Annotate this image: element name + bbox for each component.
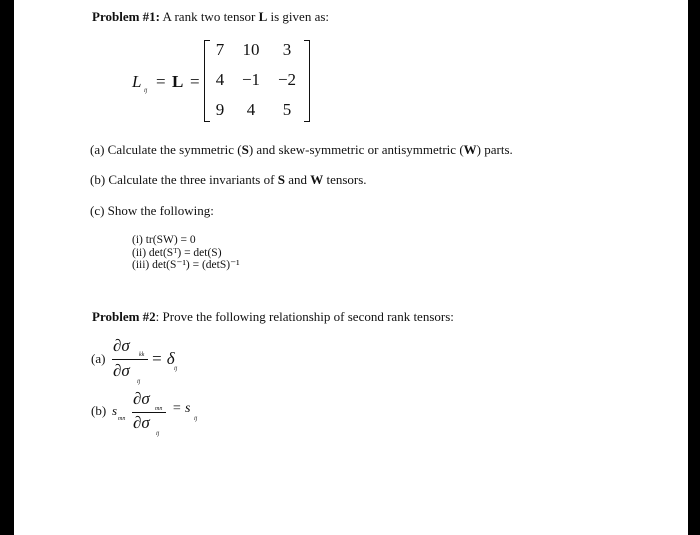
eq-b-label: (b) <box>91 403 107 418</box>
eq-b-rhs: = s <box>172 401 191 416</box>
part-a-text <box>90 142 513 158</box>
rhs-equals: = <box>190 72 200 91</box>
matrix-cell: 5 <box>282 100 292 119</box>
problem2-intro: : Prove the following relationship of second rank tensors: <box>155 309 454 324</box>
part-a-segment: ) parts. <box>476 142 513 157</box>
eq-b-num-sub: mn <box>155 406 163 412</box>
eq-b-s: s <box>112 403 118 418</box>
eq-a-label: (a) <box>91 351 106 366</box>
problem2-statement <box>92 309 454 325</box>
part-c-item-i: (i) tr(SW) = 0 <box>132 234 196 246</box>
part-c-item-ii: (ii) det(Sᵀ) = det(S) <box>132 246 222 259</box>
lhs-equals: = <box>156 72 166 91</box>
problem1-intro-end: is given as: <box>270 9 330 24</box>
eq-a-rhs: = δ <box>151 349 175 368</box>
symbol-W: W <box>463 142 477 157</box>
eq-b-s-sub: mn <box>118 416 126 422</box>
part-b-text <box>90 172 367 188</box>
eq-a-fraction-line <box>112 359 148 360</box>
symbol-W: W <box>310 172 324 187</box>
lhs-subscript: ij <box>144 88 148 94</box>
equation-lhs <box>132 72 141 92</box>
tensor-symbol: L <box>258 9 268 24</box>
matrix-cell: 3 <box>282 40 292 59</box>
problem1-heading: Problem #1: <box>92 9 160 24</box>
matrix-cell: −2 <box>277 70 297 89</box>
part-c-item-iii: (iii) det(S⁻¹) = (detS)⁻¹ <box>132 259 240 271</box>
part-a-segment: ) and skew-symmetric or antisymmetric ( <box>248 142 464 157</box>
lhs-symbol: L <box>132 72 142 91</box>
eq-a-rhs-sub: ij <box>174 366 178 372</box>
problem2-heading: Problem #2 <box>92 309 156 324</box>
symbol-S: S <box>277 172 285 187</box>
eq-a-num-sub: kk <box>139 352 145 358</box>
eq-b-numerator: ∂σ <box>133 389 150 408</box>
problem1-statement <box>92 9 329 25</box>
part-b-segment: and <box>288 172 307 187</box>
matrix-cell: 4 <box>215 70 225 89</box>
matrix-cell: 10 <box>242 40 260 59</box>
symbol-S: S <box>241 142 249 157</box>
rhs-symbol: L <box>172 72 184 91</box>
problem1-intro: A rank two tensor <box>162 9 256 24</box>
document-page <box>14 0 688 535</box>
matrix-cell: 9 <box>215 100 225 119</box>
matrix-cell: −1 <box>241 70 261 89</box>
eq-a-denominator: ∂σ <box>113 361 130 380</box>
part-a-segment: (a) Calculate the symmetric ( <box>90 142 242 157</box>
part-b-segment: tensors. <box>326 172 367 187</box>
eq-a-numerator: ∂σ <box>113 336 130 355</box>
matrix-right-bracket <box>304 40 310 122</box>
part-c-text: (c) Show the following: <box>90 203 214 218</box>
matrix-cell: 4 <box>246 100 256 119</box>
eq-b-denominator: ∂σ <box>133 413 150 432</box>
eq-a-den-sub: ij <box>137 379 141 385</box>
eq-b-den-sub: ij <box>156 431 160 437</box>
part-c-list <box>132 234 240 272</box>
eq-b-rhs-sub: ij <box>194 416 198 422</box>
part-b-segment: (b) Calculate the three invariants of <box>90 172 275 187</box>
matrix-cell: 7 <box>215 40 225 59</box>
